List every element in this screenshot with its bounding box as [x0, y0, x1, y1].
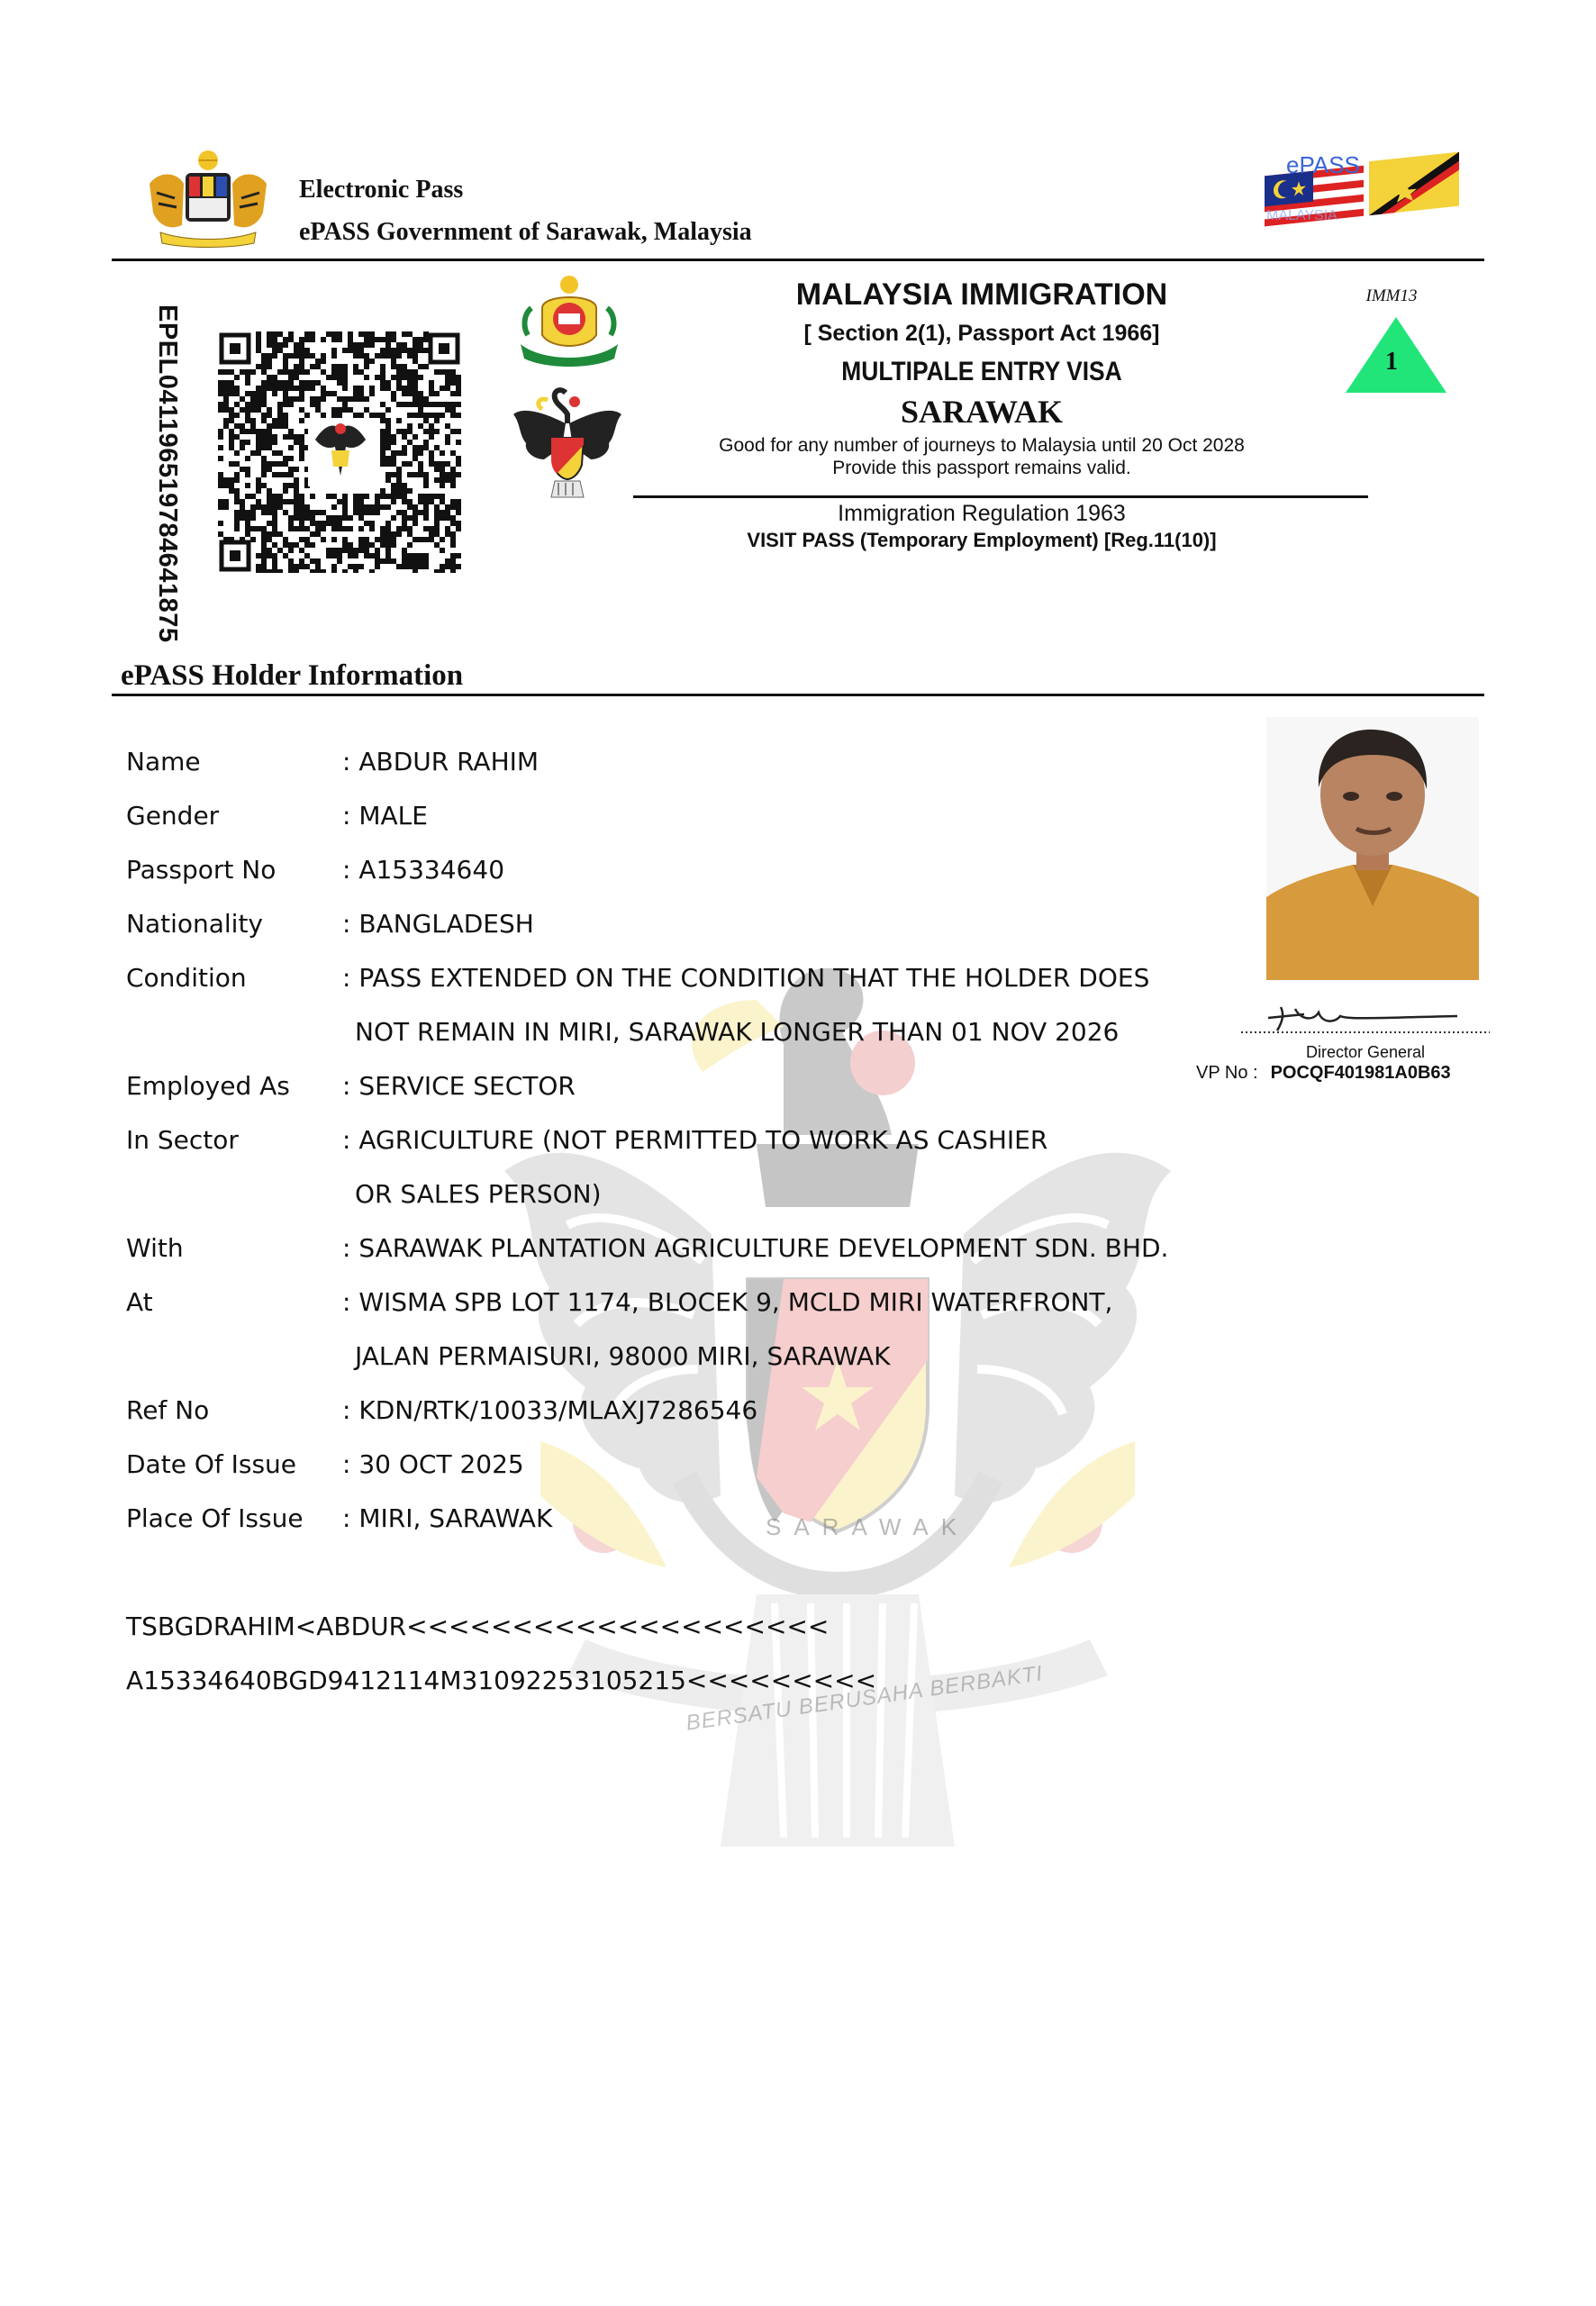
header-rule [112, 259, 1484, 261]
qr-code [218, 331, 461, 573]
employer-label: With [126, 1233, 184, 1263]
immigration-title: MALAYSIA IMMIGRATION [795, 277, 1168, 312]
nationality-value: : BANGLADESH [342, 909, 534, 939]
vp-number-label: VP No : [1196, 1063, 1258, 1083]
ref-label: Ref No [126, 1395, 210, 1425]
passport-act-section: [ Section 2(1), Passport Act 1966] [803, 321, 1160, 346]
sector-label: In Sector [126, 1125, 239, 1155]
issue-place-value: : MIRI, SARAWAK [342, 1503, 553, 1533]
vp-number-value: POCQF401981A0B63 [1270, 1063, 1451, 1083]
immigration-rule [633, 495, 1368, 498]
issue-date-label: Date Of Issue [126, 1449, 297, 1479]
ref-value: : KDN/RTK/10033/MLAXJ7286546 [342, 1395, 758, 1425]
visa-type: MULTIPALE ENTRY VISA [841, 357, 1122, 386]
condition-value: : PASS EXTENDED ON THE CONDITION THAT THE HOLDER DOES [342, 963, 1150, 993]
visa-state: SARAWAK [900, 394, 1064, 430]
sector-value: : AGRICULTURE (NOT PERMITTED TO WORK AS CASHIER [342, 1125, 1048, 1155]
sector-value-line-2: OR SALES PERSON) [355, 1179, 602, 1209]
employed-value: : SERVICE SECTOR [342, 1071, 576, 1101]
epass-flags-logo [1259, 150, 1465, 231]
watermark-ring-text: SARAWAK [766, 1513, 970, 1540]
header-line-2: ePASS Government of Sarawak, Malaysia [299, 218, 752, 246]
nationality-label: Nationality [126, 909, 264, 939]
issue-date-value: : 30 OCT 2025 [342, 1449, 524, 1479]
visa-validity-text: Good for any number of journeys to Malaysia until 20 Oct 2028 [719, 435, 1245, 456]
name-label: Name [126, 747, 201, 776]
vertical-pass-code-text: EPEL041196519784641875 [153, 304, 182, 643]
sarawak-hornbill-crest [512, 387, 623, 499]
passport-validity-text: Provide this passport remains valid. [832, 458, 1131, 478]
director-signature [1241, 991, 1490, 1036]
condition-value-line-2: NOT REMAIN IN MIRI, SARAWAK LONGER THAN 01 NOV 2026 [355, 1017, 1120, 1047]
immigration-crest [515, 272, 623, 371]
gender-label: Gender [126, 801, 220, 831]
issue-place-label: Place Of Issue [126, 1503, 304, 1533]
section-rule [112, 694, 1484, 696]
vertical-pass-code [151, 304, 187, 643]
visit-pass-type: VISIT PASS (Temporary Employment) [Reg.11(10)] [747, 529, 1217, 551]
malaysia-flag-text: MALAYSIA [1266, 208, 1338, 223]
name-value: : ABDUR RAHIM [342, 747, 540, 776]
employer-value: : SARAWAK PLANTATION AGRICULTURE DEVELOPMENT SDN. BHD. [342, 1233, 1169, 1263]
address-value: : WISMA SPB LOT 1174, BLOCEK 9, MCLD MIRI WATERFRONT, [342, 1287, 1113, 1317]
vp-number [1196, 1063, 1451, 1084]
passport-value: : A15334640 [342, 855, 505, 885]
holder-photo [1266, 717, 1479, 980]
mrz-line-1: TSBGDRAHIM<ABDUR<<<<<<<<<<<<<<<<<<<< [126, 1611, 830, 1641]
condition-label: Condition [126, 963, 247, 993]
immigration-regulation: Immigration Regulation 1963 [838, 501, 1126, 526]
entry-number: 1 [1385, 348, 1398, 376]
watermark-motto: BERSATU BERUSAHA BERBAKTI [684, 1661, 1045, 1736]
gender-value: : MALE [342, 801, 428, 831]
malaysia-coat-of-arms-logo [142, 148, 274, 249]
mrz-line-2: A15334640BGD9412114M31092253105215<<<<<<<<< [126, 1666, 877, 1695]
header-line-1: Electronic Pass [299, 176, 464, 204]
address-value-line-2: JALAN PERMAISURI, 98000 MIRI, SARAWAK [355, 1341, 891, 1371]
section-title: ePASS Holder Information [121, 659, 464, 692]
address-label: At [126, 1287, 153, 1317]
director-general-title: Director General [1305, 1043, 1426, 1061]
epass-flag-text: ePASS [1286, 151, 1360, 178]
employed-label: Employed As [126, 1071, 290, 1101]
imm13-code: IMM13 [1365, 286, 1418, 305]
passport-label: Passport No [126, 855, 277, 885]
